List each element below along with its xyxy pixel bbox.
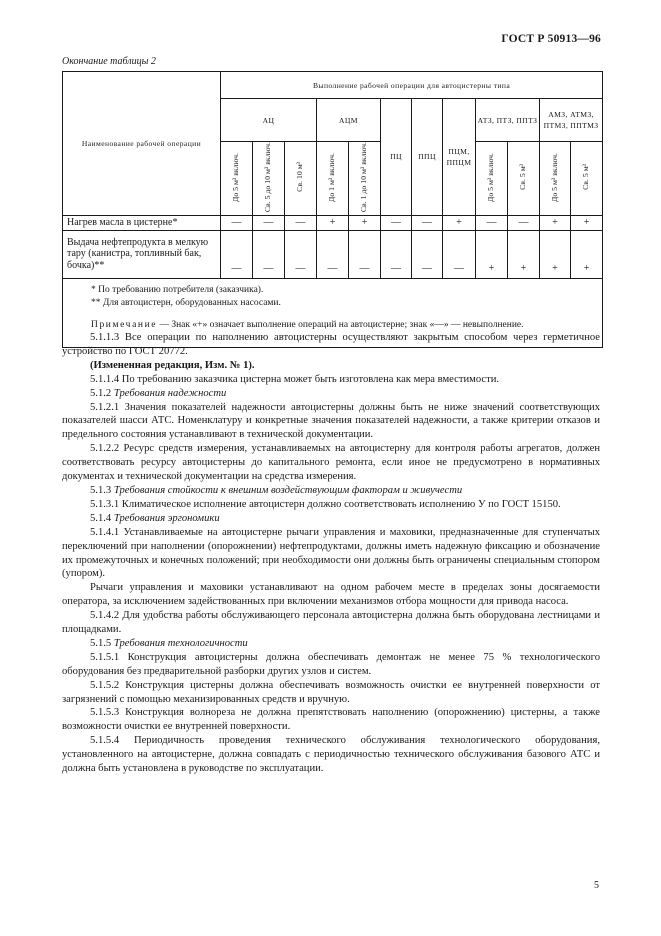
sub-ac-5to10: Св. 5 до 10 м³ включ. <box>253 142 285 216</box>
mark: — <box>443 230 476 278</box>
group-pcm: ПЦМ, ППЦМ <box>443 99 476 216</box>
paragraph: 5.1.5.3 Конструкция волнореза не должна препятствовать наполнению (опорожнению) цистерны, а также возможности очистки ее внутренней поверхности. <box>62 707 600 733</box>
sub-acm-1to10: Св. 1 до 10 м³ включ. <box>349 142 381 216</box>
mark: + <box>508 230 540 278</box>
mark: — <box>412 215 443 230</box>
paragraph: Рычаги управления и маховики устанавливают на одном рабочем месте в пределах зоны досягаемости оператора, за исключением задействованных при включении механизмов отбора мощности для привода насоса. <box>62 582 600 608</box>
sub-atz-over5: Св. 5 м³ <box>508 142 540 216</box>
mark: — <box>253 230 285 278</box>
page-number: 5 <box>594 880 599 891</box>
sub-acm-upto1: До 1 м³ включ. <box>317 142 349 216</box>
mark: — <box>253 215 285 230</box>
operations-table <box>62 71 603 348</box>
mark: — <box>381 230 412 278</box>
paragraph: 5.1.1.3 Все операции по наполнению автоцистерны осуществляют закрытым способом через герметичное устройство по ГОСТ 20772. <box>62 332 600 357</box>
row-name: Нагрев масла в цистерне* <box>63 215 221 230</box>
mark: + <box>349 215 381 230</box>
section-heading: 5.1.2 Требования надежности <box>90 387 227 399</box>
mark: — <box>508 215 540 230</box>
sub-ac-over10: Св. 10 м³ <box>285 142 317 216</box>
sub-atz-upto5: До 5 м³ включ. <box>476 142 508 216</box>
mark: — <box>285 215 317 230</box>
document-code: ГОСТ Р 50913—96 <box>501 33 601 45</box>
section-heading: 5.1.3 Требования стойкости к внешним воздействующим факторам и живучести <box>90 484 463 496</box>
paragraph: 5.1.5.1 Конструкция автоцистерны должна обеспечивать демонтаж не менее 75 % технологического оборудования без предварительной разборки других узлов и систем. <box>62 651 600 677</box>
sub-ac-upto5: До 5 м³ включ. <box>221 142 253 216</box>
paragraph: 5.1.5.4 Периодичность проведения технического обслуживания технологического оборудования, установленного на автоцистерне, должна совпадать с периодичностью технического обслуживания базового АТС и должна быть установлена в руководстве по эксплуатации. <box>62 735 600 775</box>
mark: + <box>571 230 603 278</box>
sub-amz-upto5: До 5 м³ включ. <box>540 142 571 216</box>
group-acm: АЦМ <box>317 99 381 142</box>
row-name: Выдача нефтепродукта в мелкую тару (канистра, топливный бак, бочка)** <box>63 230 221 278</box>
mark: — <box>317 230 349 278</box>
group-amz: АМЗ, АТМЗ, ПТМЗ, ППТМЗ <box>540 99 603 142</box>
operation-name-header: Наименование рабочей операции <box>63 72 221 216</box>
paragraph: 5.1.4.1 Устанавливаемые на автоцистерне рычаги управления и маховики, предназначенные для ступенчатых переключений при наполнении (опорожнении) нефтепродуктами, должны иметь надежную фиксацию и обозначение их промежуточных и конечных положений; при необходимости они должны быть ограничены специальным стопором (упором). <box>62 526 600 580</box>
paragraph: 5.1.5.2 Конструкция цистерны должна обеспечивать возможность очистки ее внутренней поверхности от загрязнений с помощью механизированных средств и вручную. <box>62 679 600 705</box>
mark: + <box>540 215 571 230</box>
mark: + <box>540 230 571 278</box>
footnote-2: ** Для автоцистерн, оборудованных насосами. <box>91 298 281 309</box>
body-text <box>62 331 600 776</box>
mark: — <box>349 230 381 278</box>
mark: — <box>221 215 253 230</box>
paragraph: 5.1.3.1 Климатическое исполнение автоцистерн должно соответствовать исполнению У по ГОСТ 15150. <box>90 498 561 510</box>
paragraph: 5.1.2.1 Значения показателей надежности автоцистерны должны быть не ниже значений соответствующих показателей шасси АТС. Номенклатуру и конкретные значения показателей надежности, а также критерии отказов и предельного состояния устанавливают в технической документации. <box>62 401 600 441</box>
group-atz: АТЗ, ПТЗ, ППТЗ <box>476 99 540 142</box>
mark: — <box>285 230 317 278</box>
group-header: Выполнение рабочей операции для автоцистерны типа <box>221 72 603 99</box>
mark: — <box>476 215 508 230</box>
mark: — <box>381 215 412 230</box>
table-row <box>63 215 603 230</box>
sub-amz-over5: Св. 5 м³ <box>571 142 603 216</box>
section-heading: 5.1.5 Требования технологичности <box>90 637 248 649</box>
mark: + <box>443 215 476 230</box>
mark: + <box>476 230 508 278</box>
paragraph: 5.1.1.4 По требованию заказчика цистерна может быть изготовлена как мера вместимости. <box>90 373 500 385</box>
section-heading: 5.1.4 Требования эргономики <box>90 512 220 524</box>
note-label: Примечание <box>91 320 158 331</box>
group-ppc: ППЦ <box>412 99 443 216</box>
mark: + <box>571 215 603 230</box>
mark: — <box>412 230 443 278</box>
note-text: — Знак «+» означает выполнение операций на автоцистерне; знак «—» — невыполнение. <box>157 320 524 331</box>
paragraph: 5.1.2.2 Ресурс средств измерения, устанавливаемых на автоцистерну для контроля работы агрегатов, должен соответствовать ресурсу автоцистерны до капитального ремонта, если иное не предусмотрено в нормативных документах и технической документации на средства измерения. <box>62 443 600 483</box>
group-ac: АЦ <box>221 99 317 142</box>
mark: + <box>317 215 349 230</box>
footnote-1: * По требованию потребителя (заказчика). <box>91 284 264 295</box>
table-row <box>63 230 603 278</box>
table-caption: Окончание таблицы 2 <box>62 56 156 67</box>
group-pc: ПЦ <box>381 99 412 216</box>
amendment-note: (Измененная редакция, Изм. № 1). <box>90 359 255 371</box>
paragraph: 5.1.4.2 Для удобства работы обслуживающего персонала автоцистерна должна быть оборудована лестницами и площадками. <box>62 610 600 636</box>
mark: — <box>221 230 253 278</box>
